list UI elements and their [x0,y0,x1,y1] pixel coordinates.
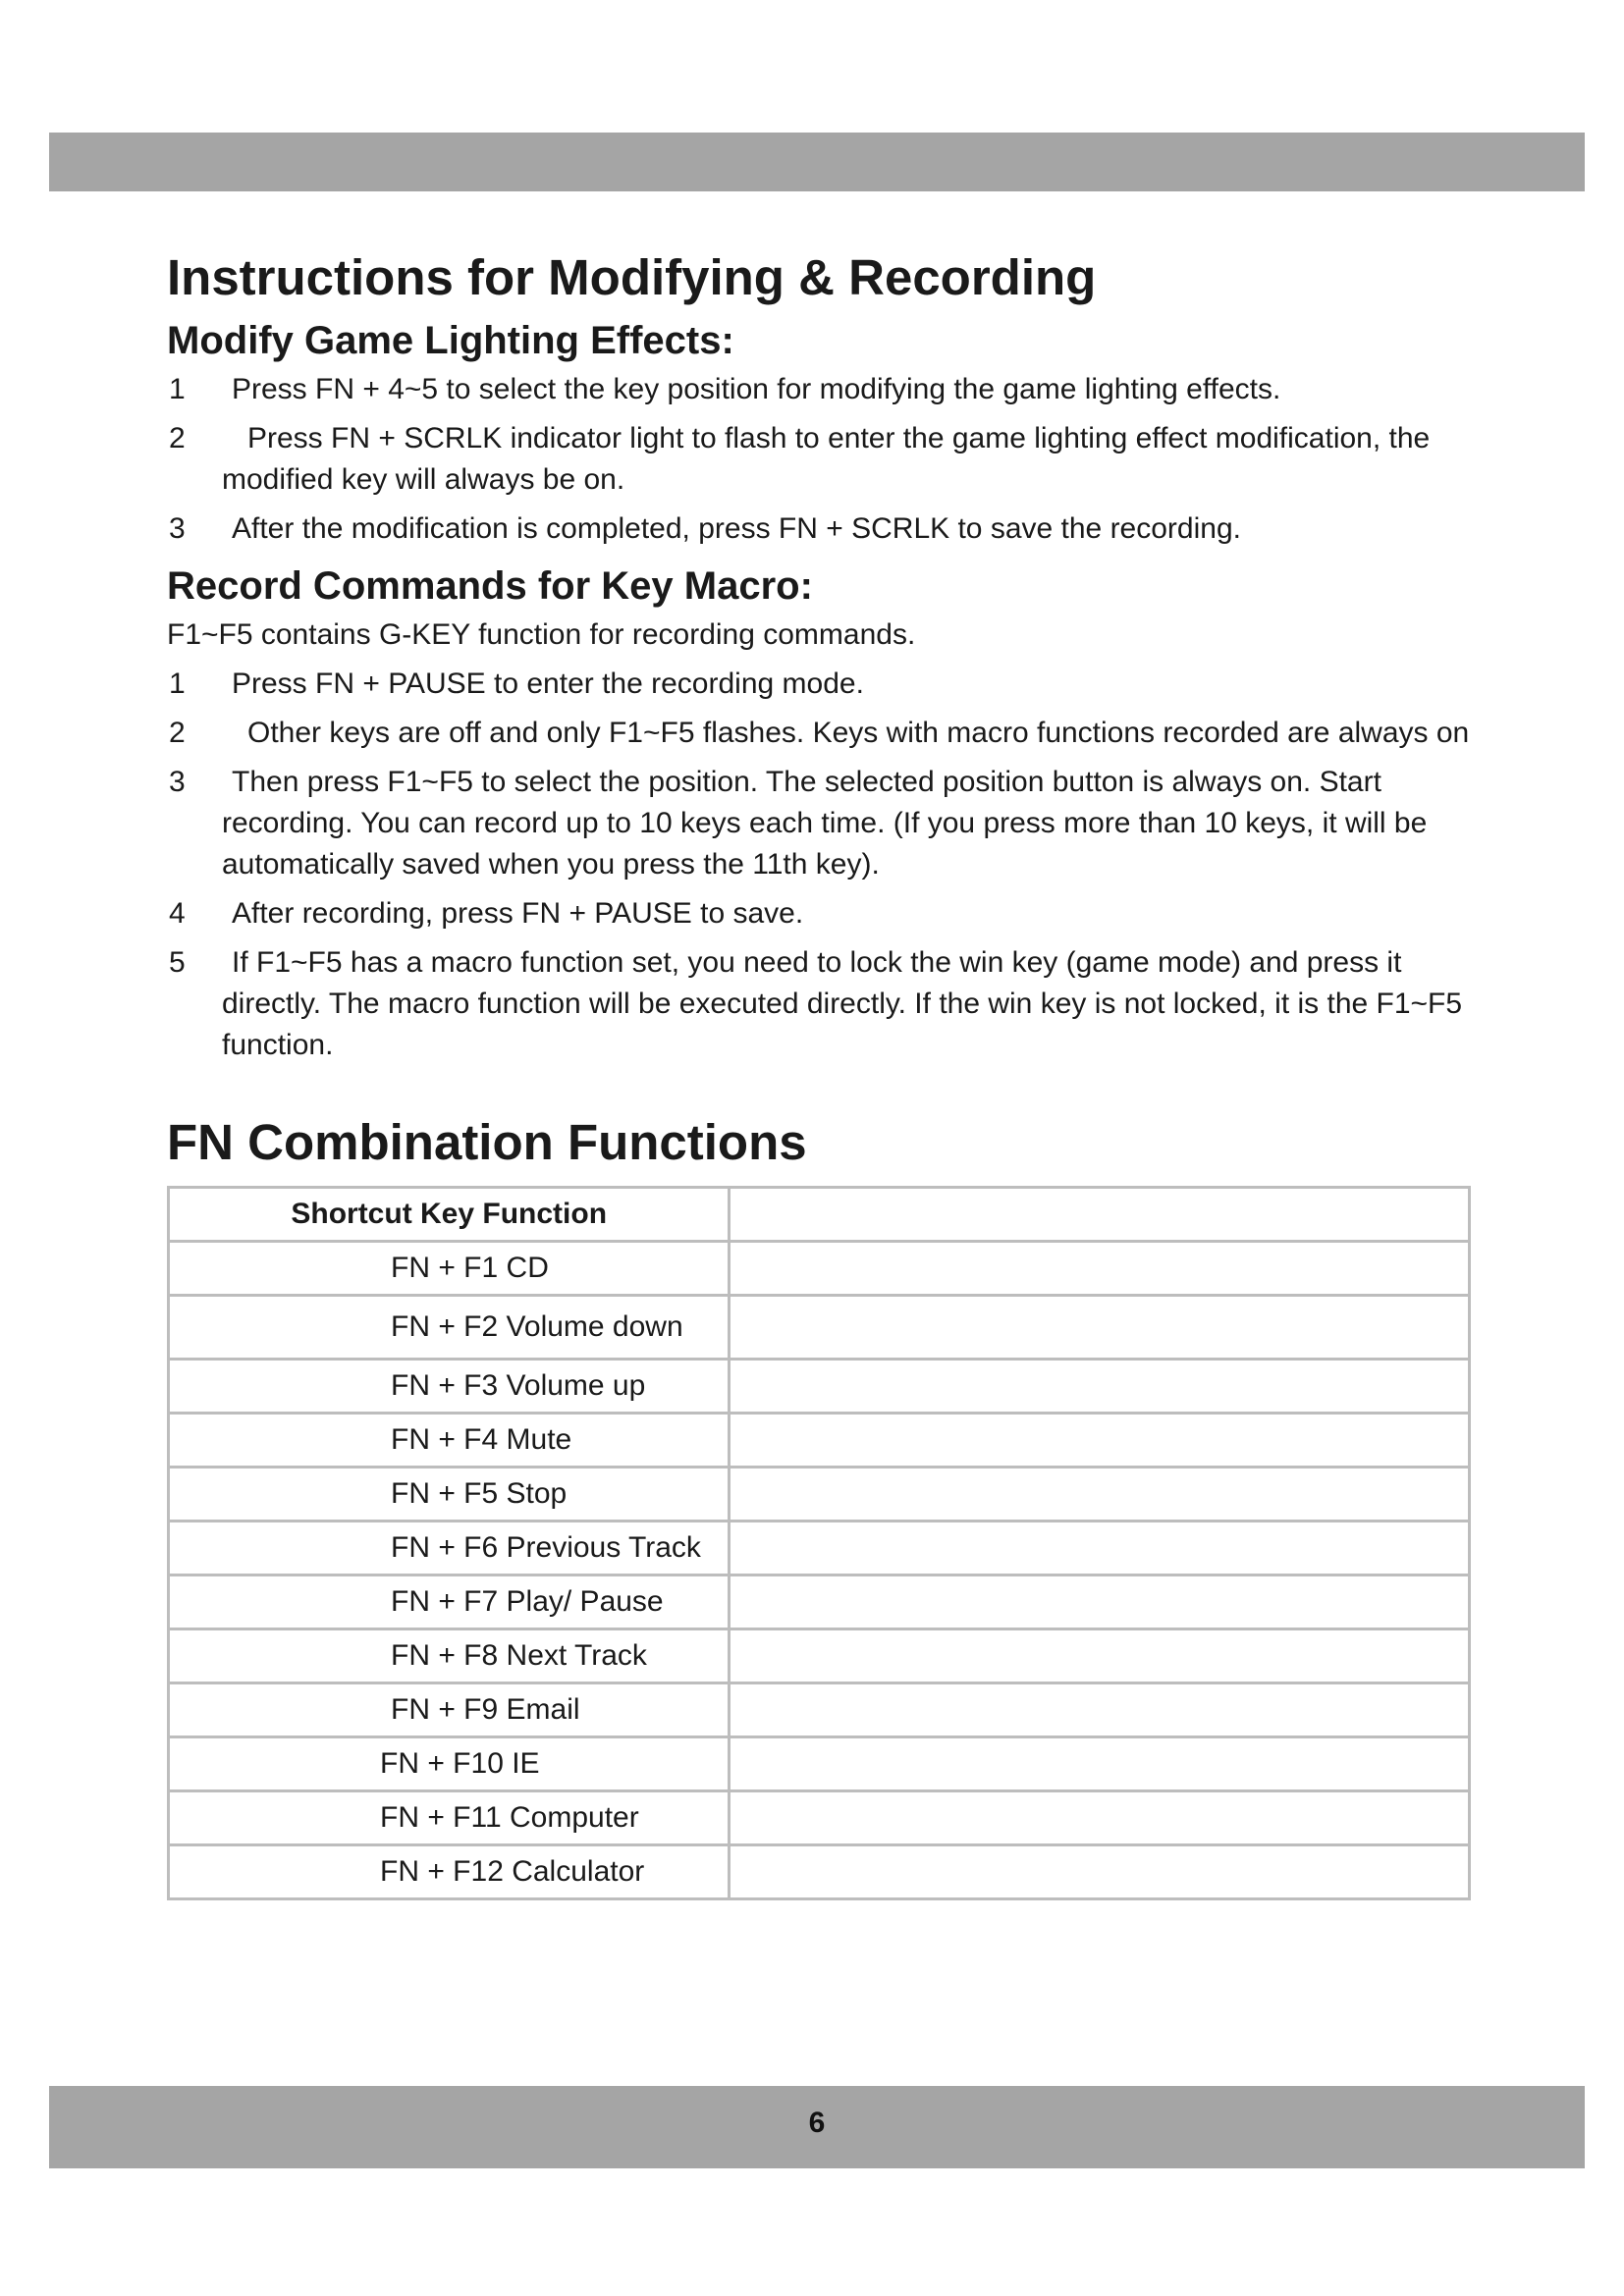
table-row [169,1414,1470,1468]
table-cell: FN + F4 Mute [169,1414,730,1468]
table-row [169,1845,1470,1899]
table-header: Shortcut Key Function [169,1188,730,1242]
table-row [169,1791,1470,1845]
lighting-steps [167,369,1502,550]
list-item: 4 After recording, press FN + PAUSE to save. [169,897,804,930]
page-number: 6 [808,2107,826,2139]
list-item: 5 If F1~F5 has a macro function set, you need to lock the win key (game mode) and press it directly. The macro function will be executed directly. If the win key is not locked, it is the F1~F5 function. [169,946,1463,1061]
macro-intro: F1~F5 contains G-KEY function for recording commands. [167,618,916,651]
page-title: Instructions for Modifying & Recording [167,249,1097,305]
list-item: 1 Press FN + PAUSE to enter the recording mode. [169,667,864,700]
table-row [169,1360,1470,1414]
list-item: 2 Press FN + SCRLK indicator light to flash to enter the game lighting effect modification, the modified key will always be on. [169,422,1431,496]
table-row [169,1737,1470,1791]
table-cell: FN + F5 Stop [169,1468,730,1522]
table-cell: FN + F11 Computer [169,1791,730,1845]
table-row [169,1522,1470,1575]
list-item: 3 After the modification is completed, press FN + SCRLK to save the recording. [169,512,1241,545]
table-row [169,1296,1470,1360]
table-cell-empty [730,1522,1470,1575]
table-cell-empty [730,1737,1470,1791]
table-cell-empty [730,1629,1470,1683]
table-cell-empty [730,1575,1470,1629]
table-header-row [169,1188,1470,1242]
footer-bar [49,2086,1585,2168]
fn-table [167,1186,1471,1900]
header-bar [49,133,1585,191]
table-cell-empty [730,1242,1470,1296]
table-cell: FN + F3 Volume up [169,1360,730,1414]
table-cell-empty [730,1414,1470,1468]
macro-heading: Record Commands for Key Macro: [167,564,813,608]
table-cell-empty [730,1468,1470,1522]
table-row [169,1468,1470,1522]
table-cell-empty [730,1188,1470,1242]
table-row [169,1575,1470,1629]
macro-steps [167,664,1502,1066]
table-cell-empty [730,1296,1470,1360]
table-cell: FN + F7 Play/ Pause [169,1575,730,1629]
table-cell: FN + F2 Volume down [169,1296,730,1360]
fn-heading: FN Combination Functions [167,1114,807,1170]
lighting-heading: Modify Game Lighting Effects: [167,319,734,362]
table-row [169,1629,1470,1683]
list-item: 2 Other keys are off and only F1~F5 flashes. Keys with macro functions recorded are always on [169,717,1470,749]
table-cell: FN + F9 Email [169,1683,730,1737]
table-cell: FN + F1 CD [169,1242,730,1296]
page-content [167,243,1502,1900]
table-cell-empty [730,1360,1470,1414]
table-cell-empty [730,1791,1470,1845]
list-item: 1 Press FN + 4~5 to select the key position for modifying the game lighting effects. [169,373,1281,405]
list-item: 3 Then press F1~F5 to select the position. The selected position button is always on. Start recording. You can record up to 10 keys each time. (If you press more than 10 keys, it will be automatically saved when you press the 11th key). [169,766,1428,881]
table-cell: FN + F8 Next Track [169,1629,730,1683]
table-cell: FN + F10 IE [169,1737,730,1791]
table-cell-empty [730,1683,1470,1737]
table-cell-empty [730,1845,1470,1899]
table-row [169,1683,1470,1737]
table-row [169,1242,1470,1296]
table-cell: FN + F6 Previous Track [169,1522,730,1575]
table-cell: FN + F12 Calculator [169,1845,730,1899]
